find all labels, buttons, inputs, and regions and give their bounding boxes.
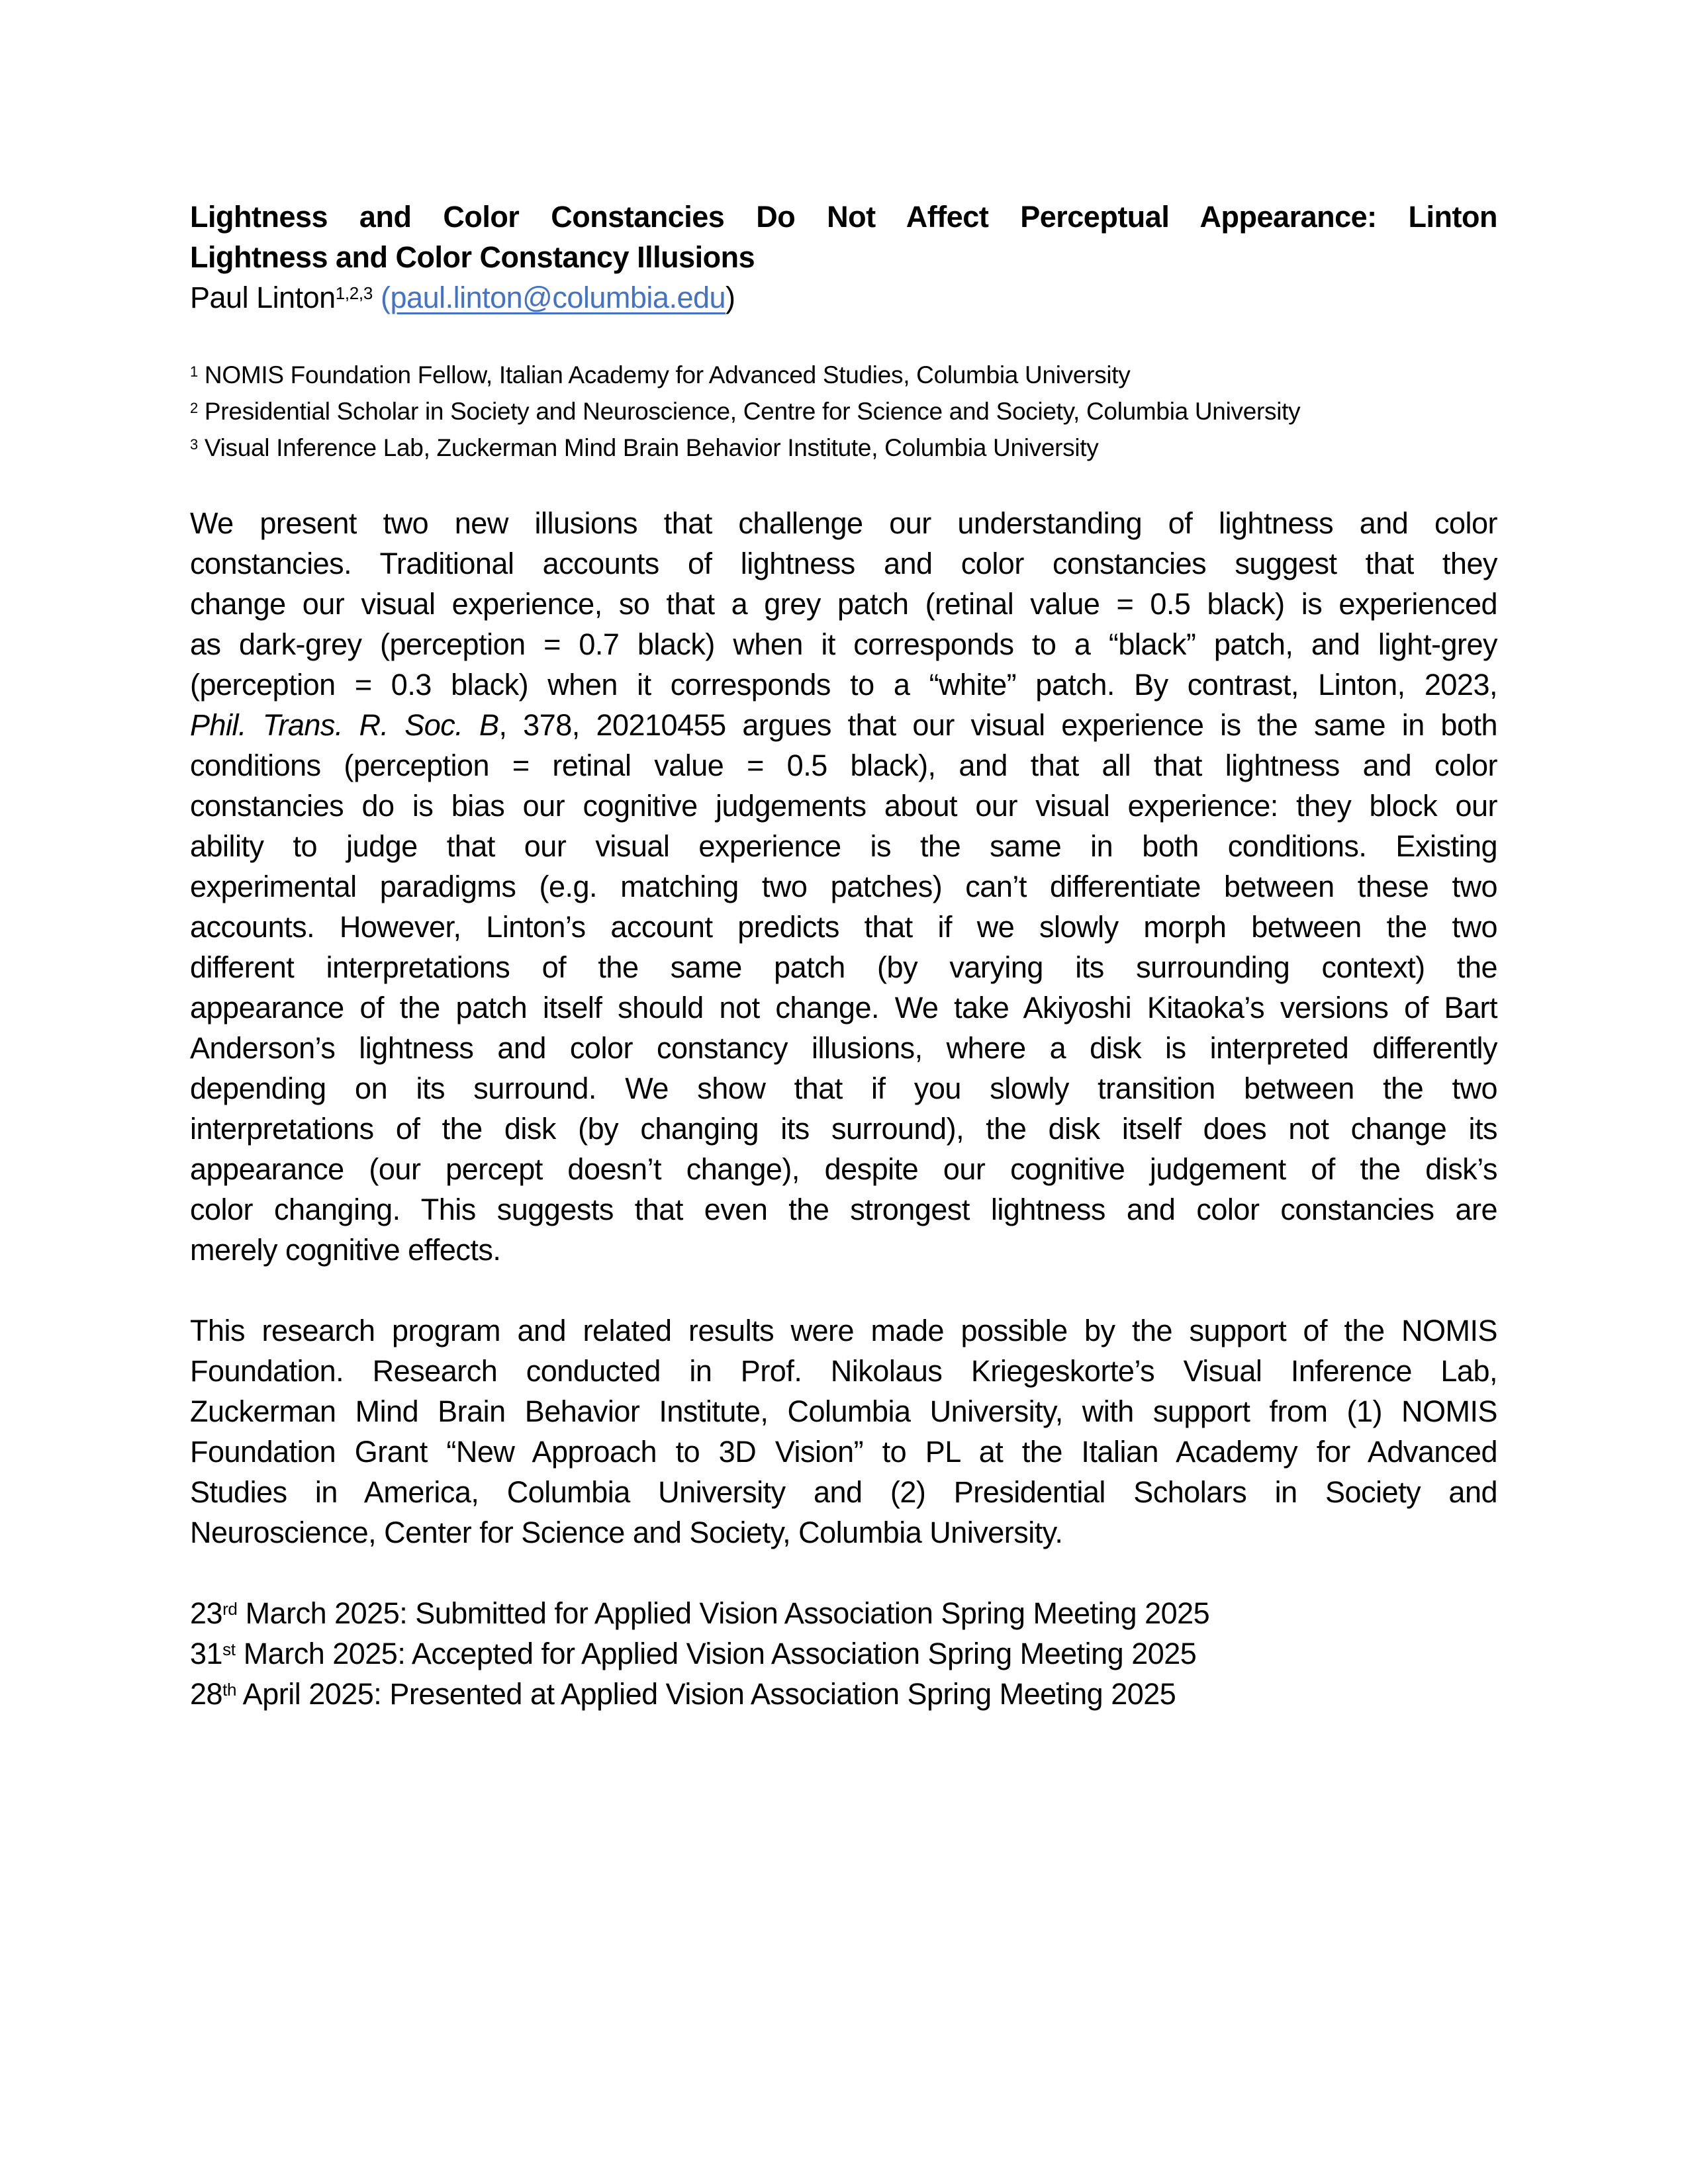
text-segment: as dark-grey (perception = 0.7 black) when it corresponds to a “black” patch, and light-grey bbox=[190, 627, 1497, 661]
text-line bbox=[190, 1189, 1497, 1230]
text-segment: ability to judge that our visual experience is the same in both conditions. Existing bbox=[190, 829, 1497, 863]
text-segment: conditions (perception = retinal value = 0.5 black), and that all that lightness and color bbox=[190, 749, 1497, 782]
affiliation-number: 3 bbox=[190, 436, 198, 453]
text-line bbox=[190, 1432, 1497, 1472]
text-segment: appearance (our percept doesn’t change), despite our cognitive judgement of the disk’s bbox=[190, 1152, 1497, 1186]
date-text: April 2025: Presented at Applied Vision Association Spring Meeting 2025 bbox=[236, 1677, 1176, 1711]
abstract-paragraph bbox=[190, 503, 1497, 1270]
date-ordinal: th bbox=[222, 1680, 237, 1700]
paren-close: ) bbox=[726, 281, 735, 314]
date-line-accepted bbox=[190, 1633, 1497, 1674]
funding-paragraph bbox=[190, 1310, 1497, 1553]
text-segment: Zuckerman Mind Brain Behavior Institute, Columbia University, with support from (1) NOMIS bbox=[190, 1394, 1497, 1428]
text-segment: Anderson’s lightness and color constancy illusions, where a disk is interpreted differently bbox=[190, 1031, 1497, 1065]
text-line bbox=[190, 1472, 1497, 1512]
affiliation-item bbox=[190, 393, 1497, 430]
paper-title bbox=[190, 197, 1497, 277]
date-day: 28 bbox=[190, 1677, 223, 1711]
page-content bbox=[190, 197, 1497, 1714]
affiliation-item bbox=[190, 430, 1497, 466]
text-segment: We present two new illusions that challenge our understanding of lightness and color bbox=[190, 506, 1497, 540]
text-segment: appearance of the patch itself should not change. We take Akiyoshi Kitaoka’s versions of Bart bbox=[190, 991, 1497, 1024]
email-link[interactable]: paul.linton@columbia.edu bbox=[390, 281, 726, 314]
text-segment: color changing. This suggests that even the strongest lightness and color constancies are bbox=[190, 1193, 1497, 1226]
text-line bbox=[190, 503, 1497, 543]
text-line bbox=[190, 987, 1497, 1028]
affiliation-number: 2 bbox=[190, 400, 198, 417]
text-line bbox=[190, 1149, 1497, 1189]
date-ordinal: rd bbox=[222, 1599, 238, 1619]
text-line bbox=[190, 1391, 1497, 1432]
text-line bbox=[190, 745, 1497, 786]
text-segment: , 378, 20210455 argues that our visual experience is the same in both bbox=[498, 708, 1497, 742]
date-text: March 2025: Accepted for Applied Vision Association Spring Meeting 2025 bbox=[235, 1637, 1197, 1670]
text-line bbox=[190, 866, 1497, 907]
text-line bbox=[190, 705, 1497, 745]
text-segment: This research program and related results were made possible by the support of the NOMIS bbox=[190, 1314, 1497, 1347]
affiliation-number: 1 bbox=[190, 363, 198, 381]
text-segment: merely cognitive effects. bbox=[190, 1233, 501, 1267]
affiliation-item bbox=[190, 357, 1497, 393]
date-ordinal: st bbox=[222, 1639, 236, 1659]
date-line-presented bbox=[190, 1674, 1497, 1714]
date-line-submitted bbox=[190, 1593, 1497, 1633]
text-line bbox=[190, 907, 1497, 947]
text-segment: Lightness and Color Constancies Do Not Affect Perceptual Appearance: Linton bbox=[190, 200, 1497, 234]
text-line bbox=[190, 1310, 1497, 1351]
text-segment: Studies in America, Columbia University and (2) Presidential Scholars in Society and bbox=[190, 1475, 1497, 1509]
author-name: Paul Linton bbox=[190, 281, 336, 314]
text-line bbox=[190, 1028, 1497, 1068]
date-text: March 2025: Submitted for Applied Vision Association Spring Meeting 2025 bbox=[237, 1596, 1210, 1630]
date-day: 31 bbox=[190, 1637, 223, 1670]
text-segment: change our visual experience, so that a grey patch (retinal value = 0.5 black) is experienced bbox=[190, 587, 1497, 621]
text-segment: Lightness and Color Constancy Illusions bbox=[190, 240, 755, 274]
submission-dates-block bbox=[190, 1593, 1497, 1714]
text-line bbox=[190, 584, 1497, 624]
title-block bbox=[190, 197, 1497, 318]
text-segment: constancies do is bias our cognitive judgements about our visual experience: they block our bbox=[190, 789, 1497, 823]
text-segment: accounts. However, Linton’s account predicts that if we slowly morph between the two bbox=[190, 910, 1497, 944]
text-segment: (perception = 0.3 black) when it corresponds to a “white” patch. By contrast, Linton, 2023, bbox=[190, 668, 1497, 702]
text-line bbox=[190, 786, 1497, 826]
author-affiliation-marks: 1,2,3 bbox=[335, 283, 373, 303]
text-line bbox=[190, 1109, 1497, 1149]
affiliation-text: Presidential Scholar in Society and Neuroscience, Centre for Science and Society, Columbia University bbox=[197, 398, 1301, 425]
affiliations-block bbox=[190, 357, 1497, 466]
text-segment: Foundation Grant “New Approach to 3D Vision” to PL at the Italian Academy for Advanced bbox=[190, 1435, 1497, 1469]
text-segment: experimental paradigms (e.g. matching two patches) can’t differentiate between these two bbox=[190, 870, 1497, 903]
text-line bbox=[190, 543, 1497, 584]
text-line bbox=[190, 1512, 1497, 1553]
text-segment: different interpretations of the same patch (by varying its surrounding context) the bbox=[190, 950, 1497, 984]
affiliation-text: Visual Inference Lab, Zuckerman Mind Brain Behavior Institute, Columbia University bbox=[197, 434, 1099, 461]
text-line bbox=[190, 624, 1497, 664]
affiliation-text: NOMIS Foundation Fellow, Italian Academy for Advanced Studies, Columbia University bbox=[197, 361, 1131, 388]
text-line bbox=[190, 664, 1497, 705]
paren-open: ( bbox=[373, 281, 391, 314]
text-line bbox=[190, 826, 1497, 866]
text-line bbox=[190, 947, 1497, 987]
text-segment: Neuroscience, Center for Science and Society, Columbia University. bbox=[190, 1516, 1063, 1549]
text-line bbox=[190, 1068, 1497, 1109]
author-line bbox=[190, 277, 1497, 318]
text-segment: constancies. Traditional accounts of lightness and color constancies suggest that they bbox=[190, 547, 1497, 580]
text-line bbox=[190, 1230, 1497, 1270]
text-line bbox=[190, 237, 1497, 277]
text-segment: Foundation. Research conducted in Prof. Nikolaus Kriegeskorte’s Visual Inference Lab, bbox=[190, 1354, 1497, 1388]
text-line bbox=[190, 1351, 1497, 1391]
italic-citation-text: Phil. Trans. R. Soc. B bbox=[190, 708, 499, 742]
date-day: 23 bbox=[190, 1596, 223, 1630]
text-segment: depending on its surround. We show that if you slowly transition between the two bbox=[190, 1071, 1497, 1105]
text-segment: interpretations of the disk (by changing its surround), the disk itself does not change its bbox=[190, 1112, 1497, 1146]
text-line bbox=[190, 197, 1497, 237]
